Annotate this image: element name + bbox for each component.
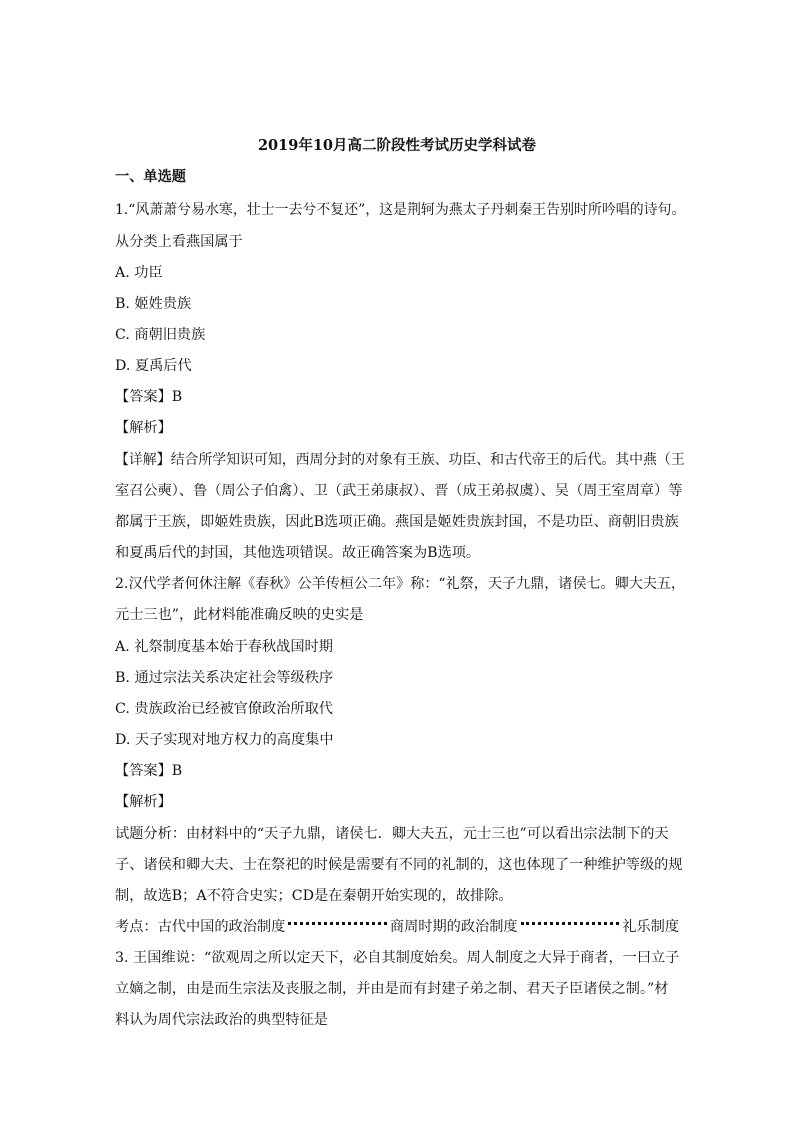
q2-option-c: C. 贵族政治已经被官僚政治所取代 [115, 701, 333, 717]
q1-option-c: C. 商朝旧贵族 [115, 327, 206, 343]
q1-option-a: A. 功臣 [115, 265, 163, 281]
q1-stem-line-2: 从分类上看燕国属于 [115, 234, 243, 250]
q1-analysis-line-2: 室召公奭）、鲁（周公子伯禽）、卫（武王弟康叔）、晋（成王弟叔虞）、吴（周王室周章）等 [115, 483, 683, 499]
q2-kaodian [115, 916, 679, 936]
q2-stem-line-1: 2.汉代学者何休注解《春秋》公羊传桓公二年》称：“礼祭，天子九鼎，诸侯七。卿大夫五， [115, 576, 686, 592]
exam-title: 2019年10月高二阶段性考试历史学科试卷 [257, 137, 537, 154]
q3-stem-line-2: 立嫡之制，由是而生宗法及丧服之制，并由是而有封建子弟之制、君天子臣诸侯之制。”材 [115, 981, 669, 997]
q2-option-a: A. 礼祭制度基本始于春秋战国时期 [115, 639, 333, 655]
q2-analysis-line-1: 试题分析：由材料中的“天子九鼎，诸侯七．卿大夫五，元士三也”可以看出宗法制下的天 [115, 826, 669, 842]
q1-analysis-line-4: 和夏禹后代的封国，其他选项错误。故正确答案为B选项。 [115, 545, 481, 561]
q1-answer: 【答案】B [115, 389, 183, 405]
kaodian-separator-1 [288, 922, 387, 925]
q1-stem-line-1: 1.“风萧萧兮易水寒，壮士一去兮不复还”，这是荆轲为燕太子丹刺秦王告别时所吟唱的诗句。 [115, 202, 686, 218]
kaodian-part-1: 考点：古代中国的政治制度 [115, 919, 286, 935]
q2-option-b: B. 通过宗法关系决定社会等级秩序 [115, 670, 334, 686]
q3-stem-line-1: 3. 王国维说：“欲观周之所以定天下，必自其制度始矣。周人制度之大异于商者，一曰立子 [115, 950, 680, 966]
q3-stem-line-3: 料认为周代宗法政治的典型特征是 [115, 1012, 328, 1028]
q1-analysis-line-3: 都属于王族，即姬姓贵族，因此B选项正确。燕国是姬姓贵族封国，不是功臣、商朝旧贵族 [115, 514, 679, 530]
q1-analysis-heading: 【解析】 [115, 420, 172, 436]
q1-option-b: B. 姬姓贵族 [115, 296, 192, 312]
kaodian-separator-2 [521, 922, 620, 925]
kaodian-part-3: 礼乐制度 [622, 919, 680, 935]
q2-analysis-heading: 【解析】 [115, 794, 172, 810]
q2-stem-line-2: 元士三也”，此材料能准确反映的史实是 [115, 607, 364, 623]
q2-analysis-line-2: 子、诸侯和卿大夫、士在祭祀的时候是需要有不同的礼制的，这也体现了一种维护等级的规 [115, 857, 683, 873]
q1-option-d: D. 夏禹后代 [115, 358, 192, 374]
q2-option-d: D. 天子实现对地方权力的高度集中 [115, 732, 334, 748]
kaodian-part-2: 商周时期的政治制度 [389, 919, 518, 935]
q1-analysis-line-1: 【详解】结合所学知识可知，西周分封的对象有王族、功臣、和古代帝王的后代。其中燕（王 [115, 452, 685, 468]
q2-analysis-line-3: 制，故选B；A不符合史实；CD是在秦朝开始实现的，故排除。 [115, 888, 513, 904]
section-heading: 一、单选题 [115, 169, 186, 185]
q2-answer: 【答案】B [115, 763, 183, 779]
